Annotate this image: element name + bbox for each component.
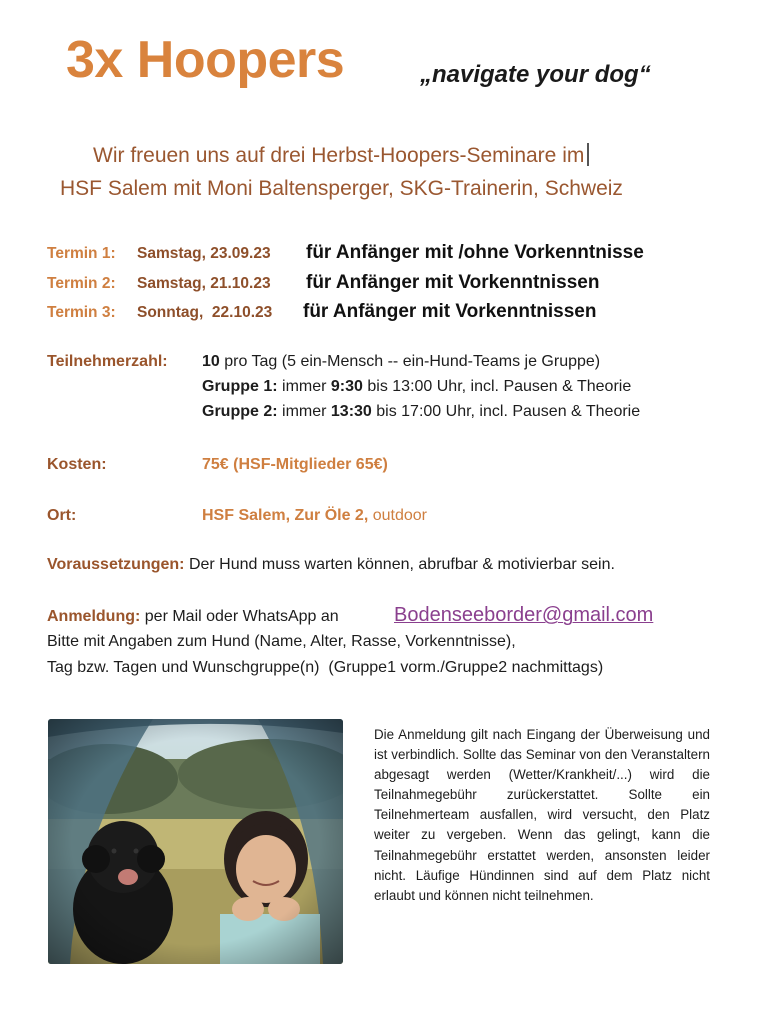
ort-label: Ort: bbox=[47, 507, 77, 524]
photo-woman-with-dog bbox=[48, 719, 343, 964]
termin-1-description: für Anfänger mit /ohne Vorkenntnisse bbox=[306, 242, 644, 263]
teilnehmer-count-text: pro Tag (5 ein-Mensch -- ein-Hund-Teams je Gruppe) bbox=[219, 353, 601, 370]
teilnehmer-label: Teilnehmerzahl: bbox=[47, 353, 168, 370]
photo-illustration bbox=[48, 719, 343, 964]
anmeldung-line-3: Tag bzw. Tagen und Wunschgruppe(n) (Gruppe1 vorm./Gruppe2 nachmittags) bbox=[47, 659, 604, 676]
group-2-pre: immer bbox=[277, 403, 331, 420]
termin-3-label: Termin 3: bbox=[47, 304, 116, 321]
termin-1-date: Samstag, 23.09.23 bbox=[137, 245, 271, 262]
group-1-line bbox=[202, 378, 631, 396]
group-1-time: 9:30 bbox=[330, 378, 363, 395]
page-subtitle: „navigate your dog“ bbox=[420, 61, 651, 88]
email-link[interactable]: Bodenseeborder@gmail.com bbox=[394, 604, 654, 626]
teilnehmer-count-line bbox=[202, 353, 600, 371]
group-1-pre: immer bbox=[277, 378, 331, 395]
registration-note: Die Anmeldung gilt nach Eingang der Überweisung und ist verbindlich. Sollte das Seminar von den Veranstaltern abgesagt werden (Wetter/Krankheit/...) wird die Teilnahmegebühr zurückerstattet. Sollte ein Teilnehmerteam ausfallen, wird versucht, den Platz weiter zu vergeben. Wenn das gelingt, kann die Teilnahmegebühr erstattet werden, ansonsten leider nicht. Läufige Hündinnen sind auf dem Platz nicht erlaubt und können nicht teilnehmen. bbox=[374, 727, 710, 903]
ort-value-rest: outdoor bbox=[368, 507, 427, 524]
anmeldung-line-2: Bitte mit Angaben zum Hund (Name, Alter, Rasse, Vorkenntnisse), bbox=[47, 633, 516, 650]
kosten-value: 75€ (HSF-Mitglieder 65€) bbox=[202, 456, 388, 473]
anmeldung-text: per Mail oder WhatsApp an bbox=[140, 608, 339, 625]
intro-line-1 bbox=[93, 143, 589, 168]
ort-value bbox=[202, 507, 427, 525]
voraussetzungen-line bbox=[47, 556, 615, 574]
kosten-label: Kosten: bbox=[47, 456, 107, 473]
group-2-time: 13:30 bbox=[330, 403, 372, 420]
termin-2-description: für Anfänger mit Vorkenntnissen bbox=[306, 272, 600, 293]
intro-line-1-text: Wir freuen uns auf drei Herbst-Hoopers-Seminare im bbox=[93, 144, 585, 167]
anmeldung-line bbox=[47, 608, 339, 626]
termin-1-label: Termin 1: bbox=[47, 245, 116, 262]
termin-3-description: für Anfänger mit Vorkenntnissen bbox=[303, 301, 597, 322]
termin-2-label: Termin 2: bbox=[47, 275, 116, 292]
group-1-post: bis 13:00 Uhr, incl. Pausen & Theorie bbox=[362, 378, 632, 395]
ort-value-bold: HSF Salem, Zur Öle 2, bbox=[202, 507, 369, 524]
email-link-wrap bbox=[394, 604, 653, 627]
voraussetzungen-label: Voraussetzungen: bbox=[47, 556, 185, 573]
group-2-label: Gruppe 2: bbox=[202, 403, 278, 420]
group-2-post: bis 17:00 Uhr, incl. Pausen & Theorie bbox=[371, 403, 641, 420]
voraussetzungen-text: Der Hund muss warten können, abrufbar & motivierbar sein. bbox=[184, 556, 615, 573]
text-cursor bbox=[587, 143, 589, 166]
anmeldung-label: Anmeldung: bbox=[47, 608, 141, 625]
group-1-label: Gruppe 1: bbox=[202, 378, 278, 395]
termin-3-date: Sonntag, 22.10.23 bbox=[137, 304, 273, 321]
group-2-line bbox=[202, 403, 640, 421]
page-title: 3x Hoopers bbox=[66, 31, 345, 89]
intro-line-2: HSF Salem mit Moni Baltensperger, SKG-Trainerin, Schweiz bbox=[60, 177, 623, 200]
teilnehmer-count: 10 bbox=[202, 353, 220, 370]
termin-2-date: Samstag, 21.10.23 bbox=[137, 275, 271, 292]
